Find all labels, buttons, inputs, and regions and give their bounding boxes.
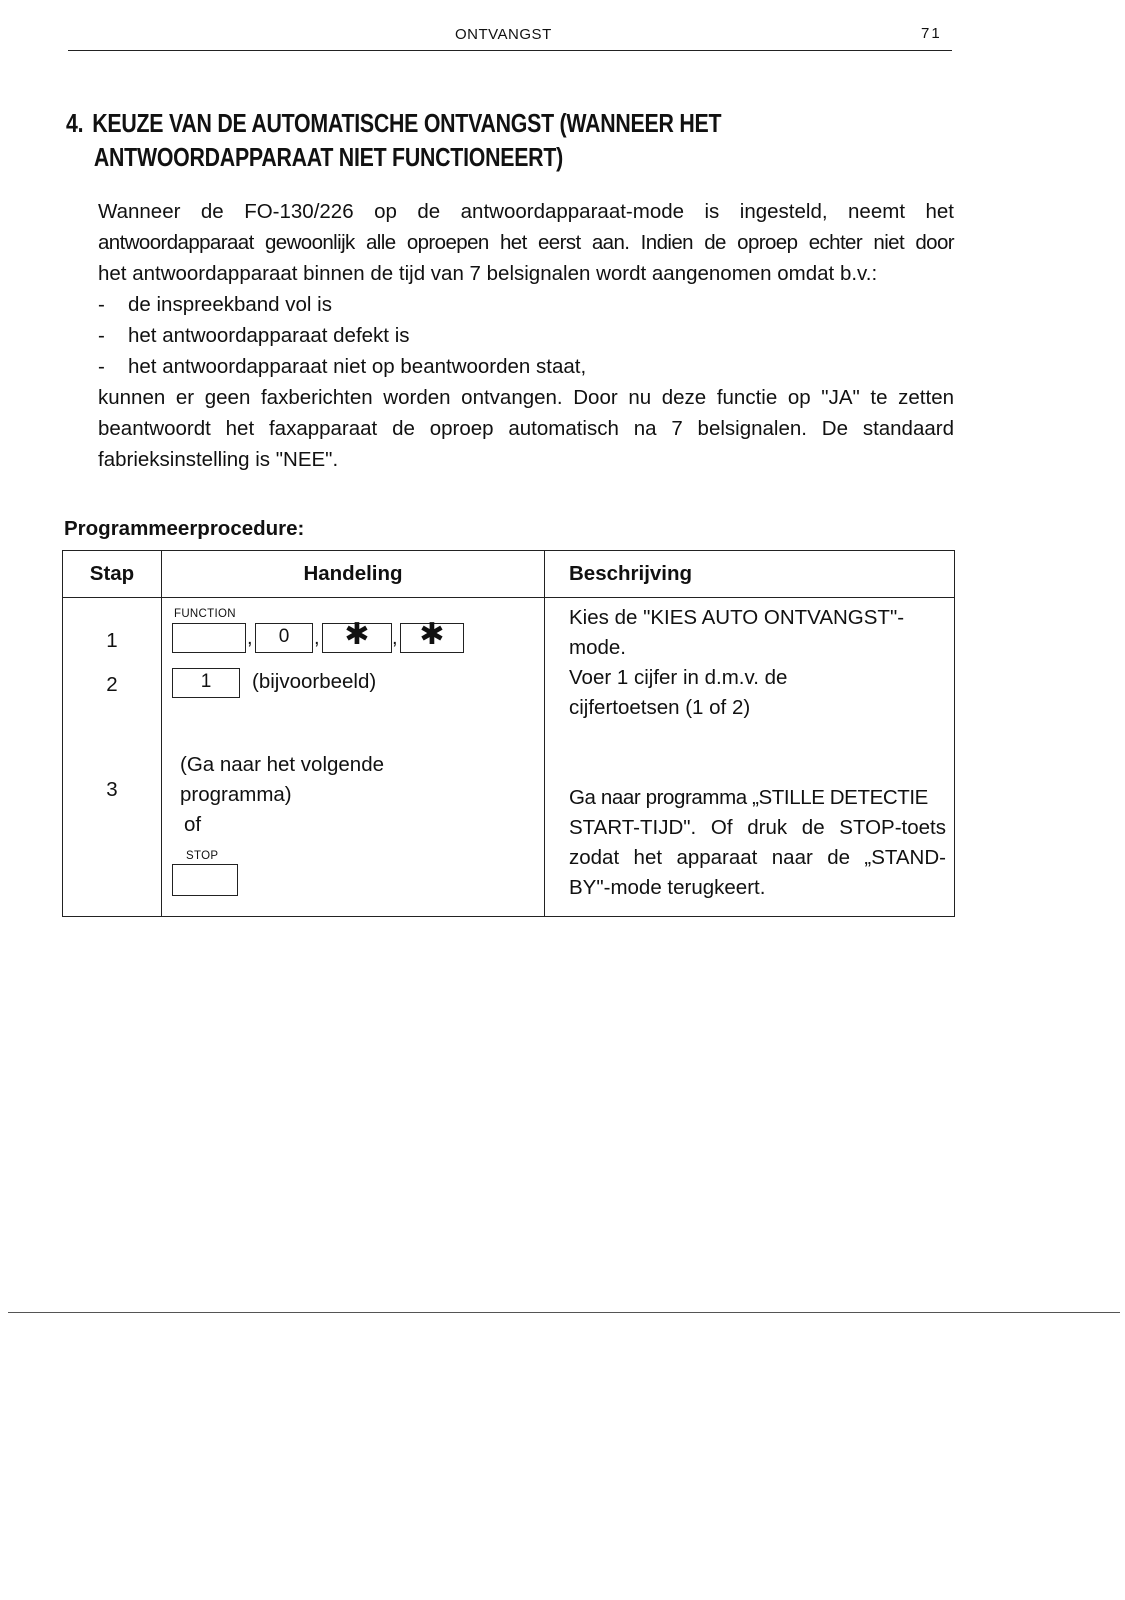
step-number: 2 (106, 673, 118, 696)
section-heading-line1 (66, 106, 804, 140)
procedure-table (62, 550, 955, 917)
stop-key (172, 864, 238, 896)
intro-line-2: antwoordapparaat gewoonlijk alle oproepen het eerst aan. Indien de oproep echter niet door (98, 231, 954, 254)
list-dash: - (98, 355, 105, 378)
description-line: Ga naar programma „STILLE DETECTIE (569, 786, 928, 809)
table-body-row (63, 598, 955, 917)
outro-line-3: fabrieksinstelling is "NEE". (98, 448, 339, 471)
reason-list-item (98, 351, 954, 382)
description-line: mode. (569, 636, 626, 659)
outro-line-2: beantwoordt het faxapparaat de oproep automatisch na 7 belsignalen. De standaard (98, 417, 954, 440)
reason-text: de inspreekband vol is (128, 293, 332, 316)
action-cell (162, 598, 545, 917)
reason-text: het antwoordapparaat defekt is (128, 324, 410, 347)
section-number: 4. (66, 108, 84, 138)
star-key (322, 618, 392, 653)
step-number-cell (63, 598, 162, 917)
intro-line-3: het antwoordapparaat binnen de tijd van 7 belsignalen wordt aangenomen omdat b.v.: (98, 262, 878, 285)
list-dash: - (98, 324, 105, 347)
star-icon: ✱ (419, 618, 445, 651)
list-dash: - (98, 293, 105, 316)
column-header-stap: Stap (63, 551, 162, 598)
function-key (172, 623, 246, 653)
column-header-handeling: Handeling (162, 551, 545, 598)
step-number: 3 (106, 778, 118, 801)
description-line: Voer 1 cijfer in d.m.v. de (569, 666, 788, 689)
reason-text: het antwoordapparaat niet op beantwoorden staat, (128, 355, 587, 378)
reason-list (98, 289, 954, 382)
separator-comma: , (314, 627, 320, 649)
separator-comma: , (392, 627, 398, 649)
one-key (172, 668, 240, 698)
footer-rule (8, 1312, 1120, 1313)
page-number: 71 (921, 25, 942, 42)
step3-text (180, 750, 384, 840)
outro-line-1: kunnen er geen faxberichten worden ontvangen. Door nu deze functie op "JA" te zetten (98, 386, 954, 409)
section-title-line1: KEUZE VAN DE AUTOMATISCHE ONTVANGST (WANNEER HET (92, 108, 722, 138)
step2-note: (bijvoorbeeld) (252, 670, 377, 693)
section-heading (66, 106, 804, 174)
stop-key-label: STOP (186, 850, 219, 862)
step-number: 1 (106, 629, 118, 652)
step3-or: of (184, 813, 202, 836)
reason-list-item (98, 320, 954, 351)
step3-line: programma) (180, 783, 292, 806)
description-line: BY"-mode terugkeert. (569, 876, 766, 899)
reason-list-item (98, 289, 954, 320)
section-title-line2: ANTWOORDAPPARAAT NIET FUNCTIONEERT) (93, 142, 563, 172)
body-text (98, 196, 954, 475)
column-header-beschrijving: Beschrijving (545, 551, 955, 598)
one-key-label: 1 (200, 671, 212, 692)
description-line: START-TIJD". Of druk de STOP-toets (569, 816, 946, 839)
step3-line: (Ga naar het volgende (180, 753, 384, 776)
description-line: cijfertoetsen (1 of 2) (569, 696, 751, 719)
zero-key-label: 0 (278, 626, 290, 647)
description-cell (545, 598, 955, 917)
star-icon: ✱ (344, 618, 370, 651)
description-text (569, 603, 946, 903)
description-line: zodat het apparaat naar de „STAND- (569, 846, 946, 869)
star-key (400, 618, 464, 653)
zero-key (255, 623, 313, 653)
intro-line-1: Wanneer de FO-130/226 op de antwoordapparaat-mode is ingesteld, neemt het (98, 200, 954, 223)
separator-comma: , (247, 627, 253, 649)
description-line: Kies de "KIES AUTO ONTVANGST"- (569, 606, 905, 629)
function-key-label: FUNCTION (174, 608, 236, 620)
procedure-heading: Programmeerprocedure: (64, 517, 305, 540)
table-header-row (63, 551, 955, 598)
header-rule (68, 50, 952, 51)
running-title: ONTVANGST (455, 26, 552, 43)
